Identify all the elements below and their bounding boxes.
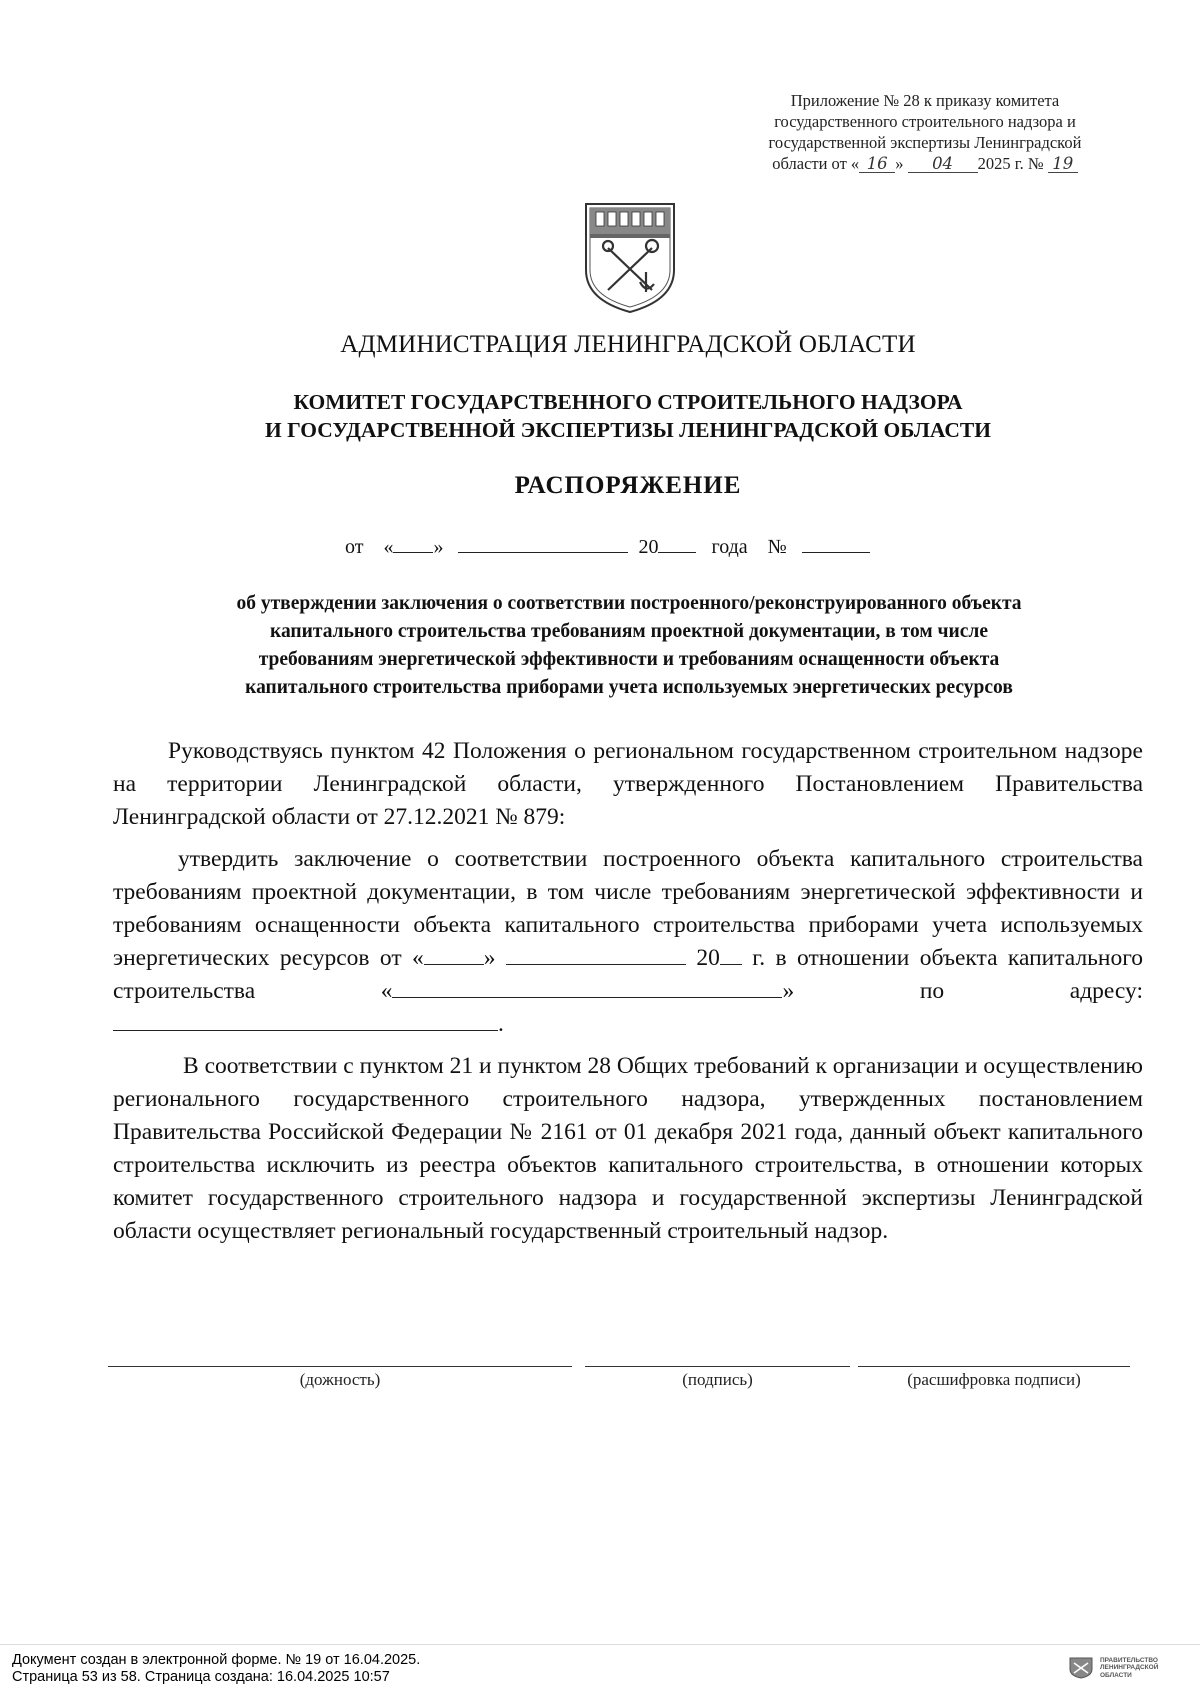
resolution-date-close: » xyxy=(483,945,496,971)
document-footer xyxy=(12,1652,420,1686)
signature-label: (подпись) xyxy=(682,1370,753,1389)
date-number-sign: № xyxy=(767,536,787,558)
committee-name xyxy=(0,388,1200,444)
resolution-day-field xyxy=(424,946,484,965)
resolution-year-suffix: г. в отношении объекта капитального строительства xyxy=(113,945,1144,1004)
logo-line-3: ОБЛАСТИ xyxy=(1100,1671,1132,1679)
object-open-quote: « xyxy=(380,978,393,1004)
order-subject xyxy=(140,590,1118,702)
committee-line-1: КОМИТЕТ ГОСУДАРСТВЕННОГО СТРОИТЕЛЬНОГО НАДЗОРА xyxy=(293,390,963,414)
appendix-date-mid: » xyxy=(895,154,904,173)
date-year-prefix: 20 xyxy=(638,536,659,558)
appendix-year-label: 2025 г. № xyxy=(977,154,1044,173)
appendix-line-2: государственного строительного надзора и xyxy=(774,112,1076,131)
resolution-date-open: « xyxy=(412,945,424,971)
position-line xyxy=(108,1366,572,1367)
date-day-field xyxy=(393,536,433,553)
footer-line-2: Страница 53 из 58. Страница создана: 16.04.2025 10:57 xyxy=(12,1669,390,1685)
paragraph-exclusion: В соответствии с пунктом 21 и пунктом 28 Общих требований к организации и осуществлению регионального государственного строительного надзора, утвержденных постановлением Правительства Российской Федерации № 2161 от 01 декабря 2021 года, данный объект капитального строительства исключить из реестра объектов капитального строительства, в отношении которых комитет государственного строительного надзора и государственной экспертизы Ленинградской области осуществляет региональный государственный строительный надзор. xyxy=(113,1053,1143,1244)
administration-title: АДМИНИСТРАЦИЯ ЛЕНИНГРАДСКОЙ ОБЛАСТИ xyxy=(340,331,916,358)
date-year-field xyxy=(658,536,696,553)
resolution-year-field xyxy=(720,946,742,965)
signature-line xyxy=(585,1366,850,1367)
date-close-quote: » xyxy=(433,536,444,558)
coat-of-arms-icon xyxy=(580,200,680,315)
logo-line-1: ПРАВИТЕЛЬСТВО xyxy=(1100,1656,1158,1664)
resolution-text: утвердить заключение о соответствии построенного объекта капитального строительства требованиям проектной документации, в том числе требованиям энергетической эффективности и требованиям оснащенности объекта капитального строительства приборами учета используемых энергетических ресурсов от xyxy=(113,846,1143,971)
date-year-word: года xyxy=(711,536,748,558)
signature-decoding-label: (расшифровка подписи) xyxy=(907,1370,1081,1389)
document-title: РАСПОРЯЖЕНИЕ xyxy=(514,472,742,499)
signature-decoding-line xyxy=(858,1366,1130,1367)
appendix-number: 19 xyxy=(1048,155,1078,173)
committee-line-2: И ГОСУДАРСТВЕННОЙ ЭКСПЕРТИЗЫ ЛЕНИНГРАДСКОЙ ОБЛАСТИ xyxy=(265,418,991,442)
date-from-label: от xyxy=(345,536,364,558)
order-number-field xyxy=(802,536,870,553)
appendix-line-4 xyxy=(730,153,1120,174)
appendix-day: 16 xyxy=(859,155,895,173)
appendix-month: 04 xyxy=(908,155,978,173)
paragraph-resolution xyxy=(113,843,1143,1041)
footer-divider xyxy=(0,1644,1200,1645)
paragraph-basis: Руководствуясь пунктом 42 Положения о региональном государственном строительном надзоре на территории Ленинградской области, утвержденного Постановлением Правительства Ленинградской области от 27.12.2021 № 879: xyxy=(113,738,1143,830)
object-address-label: » по адресу: xyxy=(782,978,1144,1004)
government-logo xyxy=(1068,1650,1188,1686)
subject-line-3: требованиям энергетической эффективности и требованиям оснащенности объекта xyxy=(258,649,1000,670)
object-address-field xyxy=(113,1012,498,1031)
resolution-month-field xyxy=(506,946,686,965)
resolution-year-prefix: 20 xyxy=(696,945,720,971)
appendix-note xyxy=(730,90,1120,174)
footer-line-1: Документ создан в электронной форме. № 19 от 16.04.2025. xyxy=(12,1652,421,1668)
date-open-quote: « xyxy=(383,536,394,558)
subject-line-2: капитального строительства требованиям проектной документации, в том числе xyxy=(270,621,988,642)
order-date-line xyxy=(345,536,870,559)
date-month-field xyxy=(458,536,628,553)
subject-line-4: капитального строительства приборами учета используемых энергетических ресурсов xyxy=(245,677,1013,698)
position-label: (дожность) xyxy=(299,1370,381,1389)
resolution-end: . xyxy=(498,1011,504,1037)
object-name-field xyxy=(392,979,782,998)
logo-line-2: ЛЕНИНГРАДСКОЙ xyxy=(1100,1664,1159,1672)
appendix-date-prefix: области от « xyxy=(772,154,860,173)
government-logo-text xyxy=(1100,1657,1158,1680)
appendix-line-1: Приложение № 28 к приказу комитета xyxy=(790,91,1060,110)
appendix-line-3: государственной экспертизы Ленинградской xyxy=(768,133,1082,152)
government-emblem-icon xyxy=(1068,1657,1094,1679)
subject-line-1: об утверждении заключения о соответствии построенного/реконструированного объекта xyxy=(236,593,1022,614)
